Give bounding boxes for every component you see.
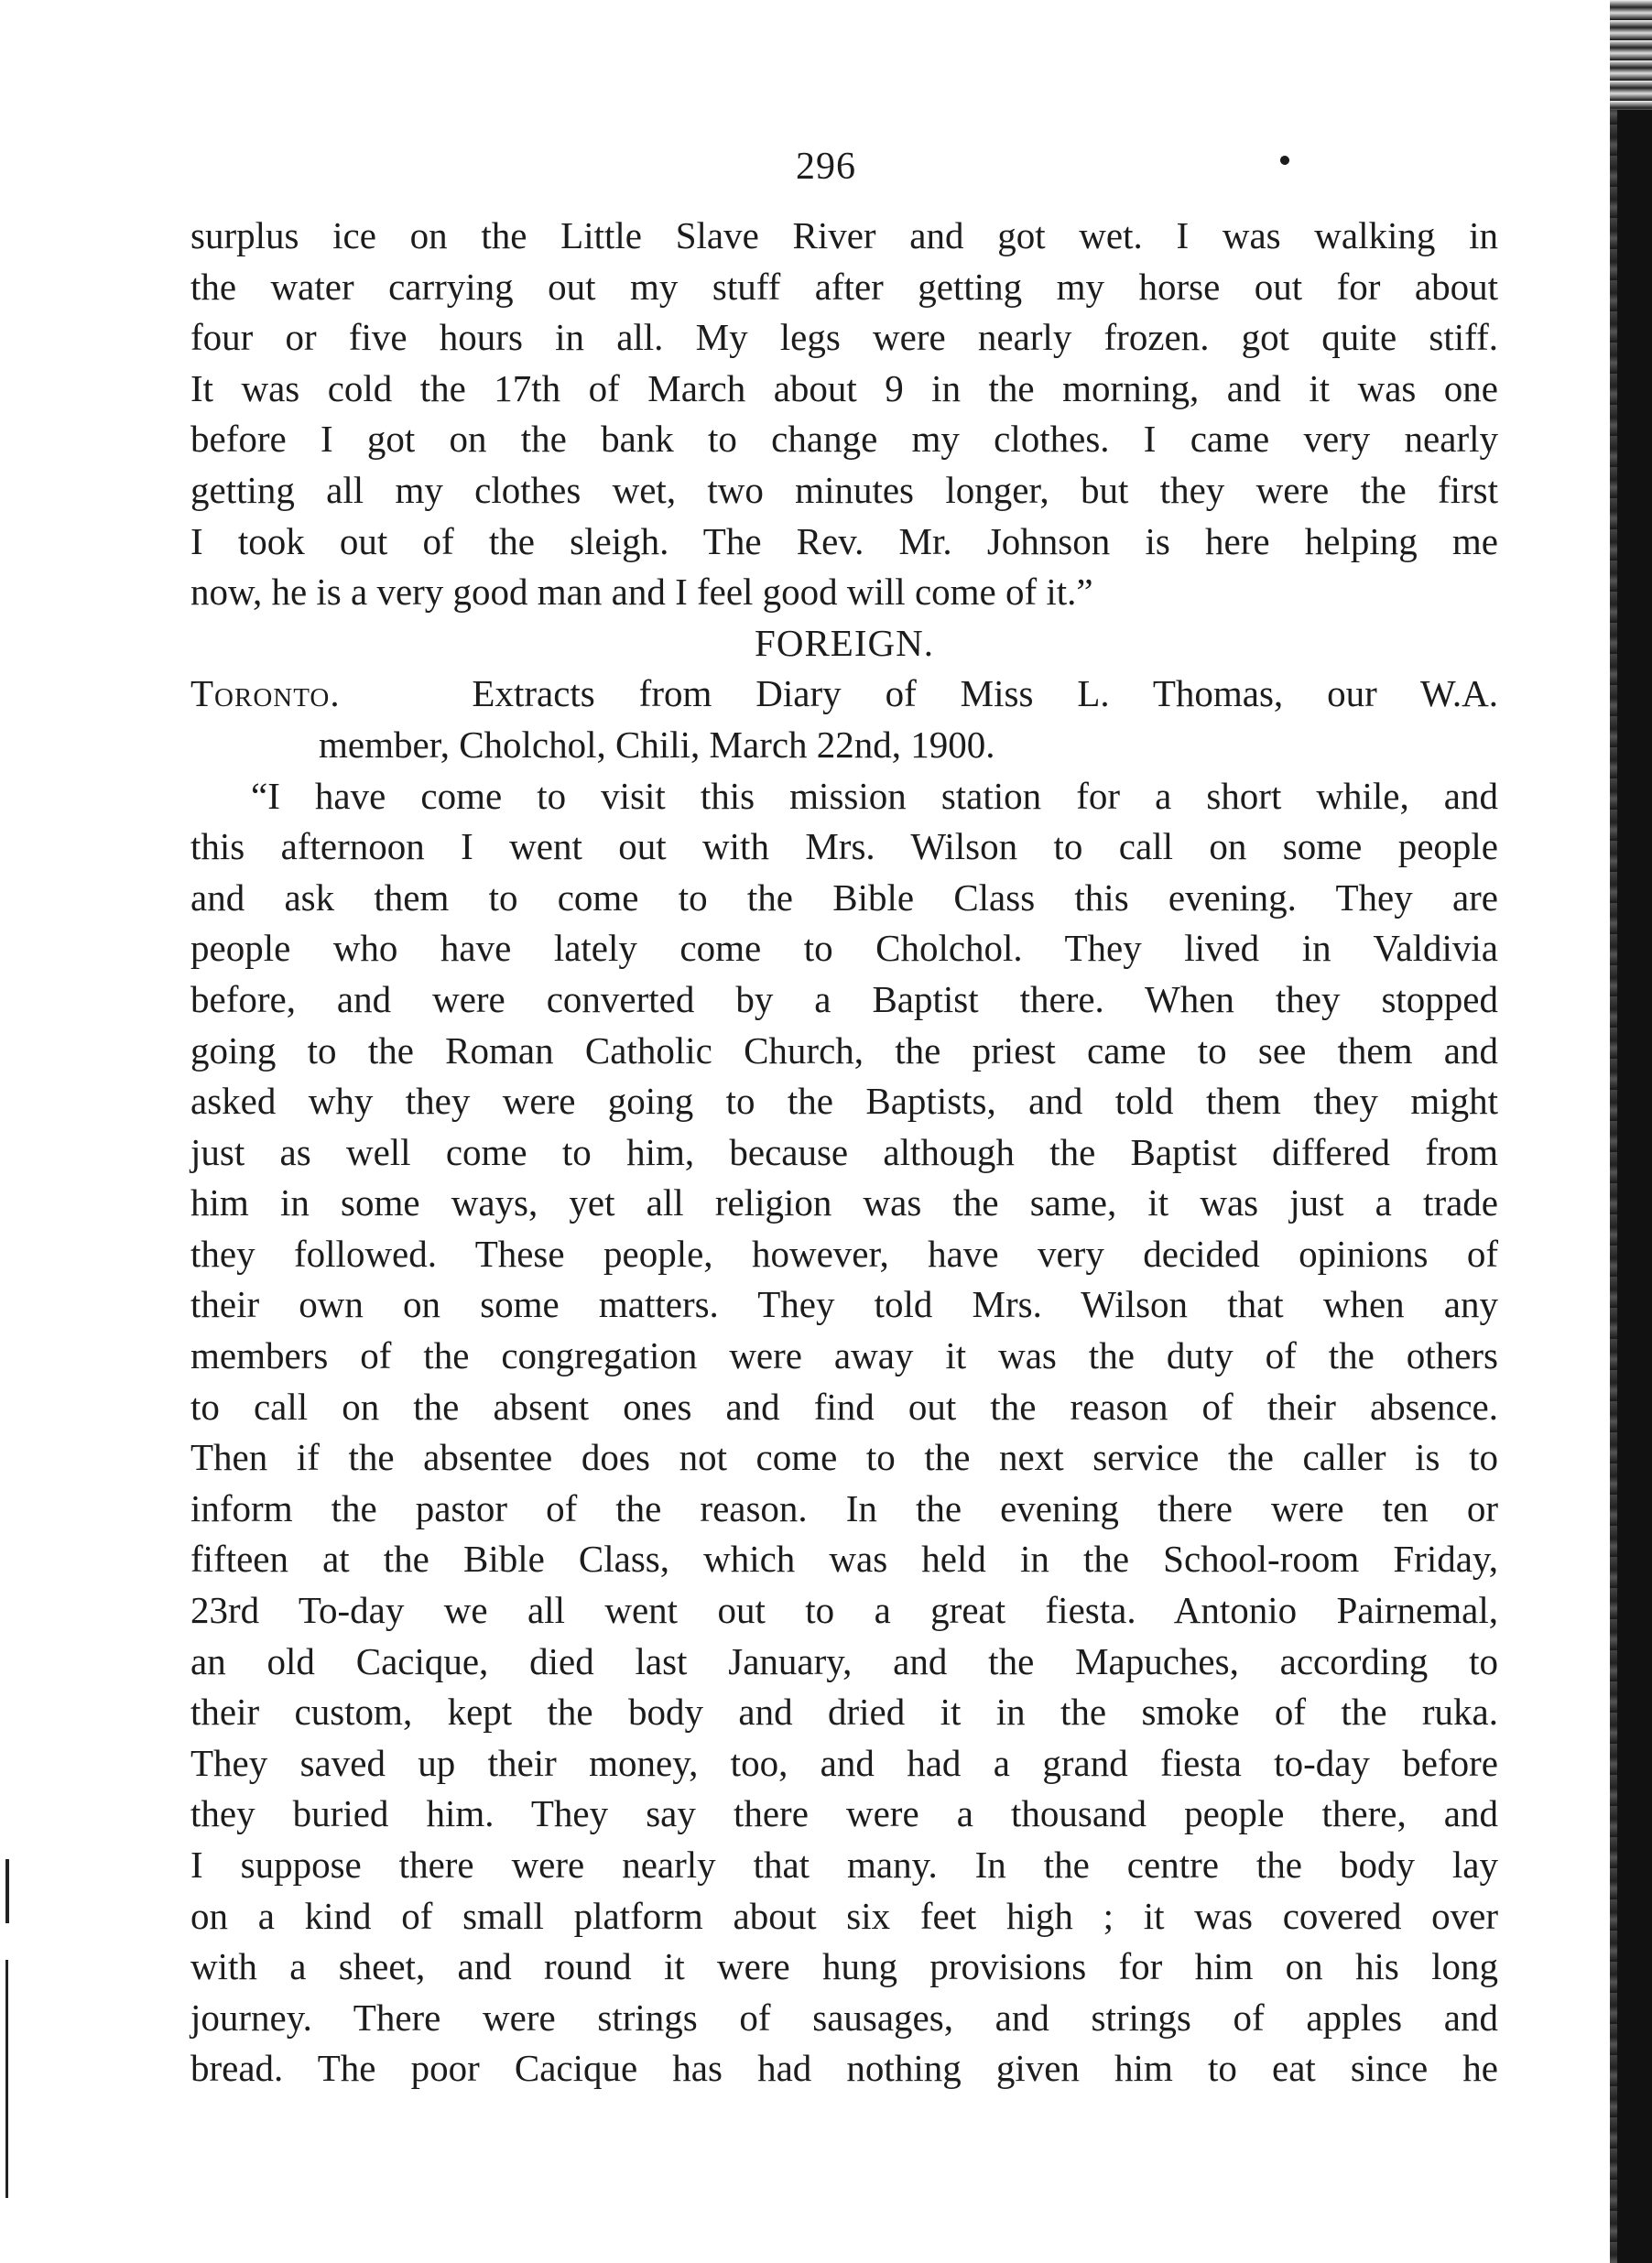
- diary-line: just as well come to him, because although the Baptist differed from: [190, 1130, 1498, 1173]
- scan-edge-mark: [5, 1859, 9, 1923]
- diary-line: and ask them to come to the Bible Class this evening. They are: [190, 876, 1498, 919]
- diary-line: this afternoon I went out with Mrs. Wilson to call on some people: [190, 825, 1498, 868]
- diary-line: inform the pastor of the reason. In the evening there were ten or: [190, 1486, 1498, 1529]
- diary-line: to call on the absent ones and find out the reason of their absence.: [190, 1385, 1498, 1428]
- text-line: It was cold the 17th of March about 9 in the morning, and it was one: [190, 366, 1498, 409]
- diary-line: before, and were converted by a Baptist there. When they stopped: [190, 977, 1498, 1020]
- diary-line: members of the congregation were away it was the duty of the others: [190, 1334, 1498, 1377]
- diary-line: Then if the absentee does not come to the next service the caller is to: [190, 1436, 1498, 1479]
- diary-intro-text: Extracts from Diary of Miss L. Thomas, our W.A.: [472, 672, 1498, 715]
- diary-intro-line: member, Cholchol, Chili, March 22nd, 1900.: [319, 723, 995, 766]
- diary-line: “I have come to visit this mission station for a short while, and: [251, 774, 1498, 817]
- diary-line: with a sheet, and round it were hung provisions for him on his long: [190, 1945, 1498, 1988]
- diary-line: they followed. These people, however, have very decided opinions of: [190, 1232, 1498, 1275]
- diary-line: they buried him. They say there were a thousand people there, and: [190, 1792, 1498, 1835]
- text-line: before I got on the bank to change my clothes. I came very nearly: [190, 418, 1498, 461]
- diary-line: asked why they were going to the Baptists, and told them they might: [190, 1080, 1498, 1123]
- diary-line: an old Cacique, died last January, and the Mapuches, according to: [190, 1639, 1498, 1682]
- diary-line: bread. The poor Cacique has had nothing given him to eat since he: [190, 2047, 1498, 2090]
- section-heading: FOREIGN.: [755, 621, 934, 664]
- diary-line: They saved up their money, too, and had a grand fiesta to-day before: [190, 1741, 1498, 1784]
- page-number: 296: [796, 146, 856, 188]
- page-edge-texture: [1610, 0, 1652, 110]
- place-name: Toronto.: [190, 672, 341, 715]
- diary-line: fifteen at the Bible Class, which was held in the School-room Friday,: [190, 1538, 1498, 1581]
- text-line: now, he is a very good man and I feel good will come of it.”: [190, 571, 1093, 614]
- diary-line: their own on some matters. They told Mrs. Wilson that when any: [190, 1283, 1498, 1326]
- text-line: the water carrying out my stuff after getting my horse out for about: [190, 265, 1498, 308]
- text-line: four or five hours in all. My legs were nearly frozen. got quite stiff.: [190, 316, 1498, 359]
- text-line: getting all my clothes wet, two minutes longer, but they were the first: [190, 468, 1498, 511]
- diary-line: journey. There were strings of sausages, and strings of apples and: [190, 1996, 1498, 2039]
- diary-intro-line: [190, 669, 1498, 720]
- diary-line: their custom, kept the body and dried it in the smoke of the ruka.: [190, 1691, 1498, 1734]
- text-line: surplus ice on the Little Slave River and got wet. I was walking in: [190, 214, 1498, 256]
- diary-line: him in some ways, yet all religion was the same, it was just a trade: [190, 1181, 1498, 1224]
- text-line: I took out of the sleigh. The Rev. Mr. Johnson is here helping me: [190, 519, 1498, 562]
- diary-line: on a kind of small platform about six feet high ; it was covered over: [190, 1894, 1498, 1937]
- letter-continuation: [190, 211, 1498, 2094]
- diary-line: 23rd To-day we all went out to a great fiesta. Antonio Pairnemal,: [190, 1589, 1498, 1632]
- diary-line: I suppose there were nearly that many. In the centre the body lay: [190, 1844, 1498, 1886]
- scan-edge-mark: [5, 1960, 8, 2198]
- diary-line: people who have lately come to Cholchol. They lived in Valdivia: [190, 927, 1498, 970]
- page-edge-shadow: [1610, 0, 1652, 2263]
- diary-line: going to the Roman Catholic Church, the priest came to see them and: [190, 1028, 1498, 1072]
